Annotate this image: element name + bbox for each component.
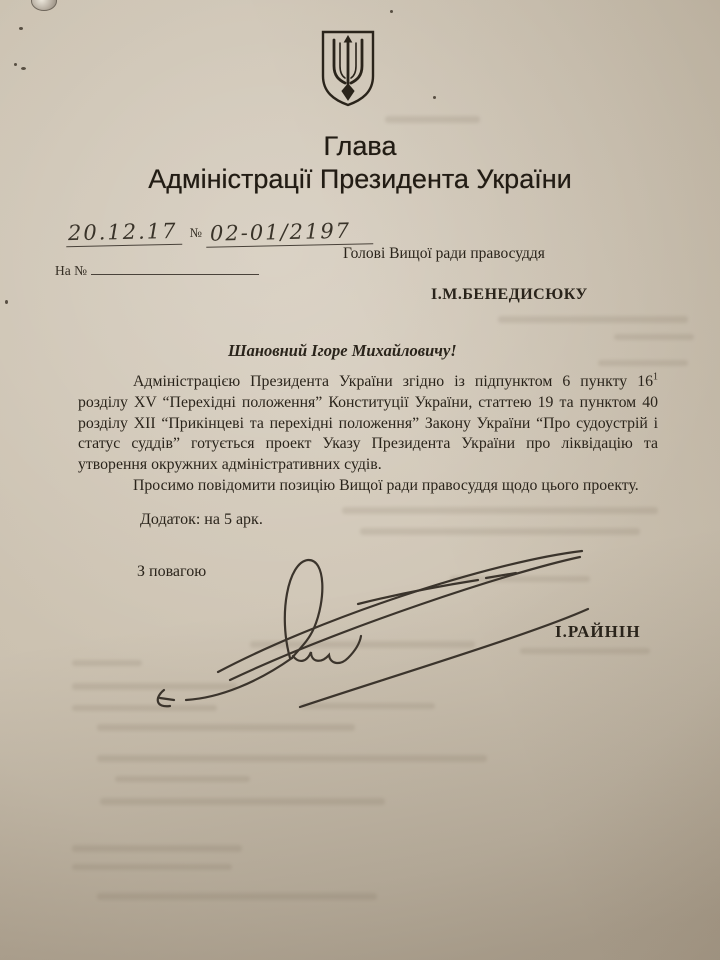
bleedthrough-line (72, 864, 232, 870)
paper-speck (433, 96, 436, 99)
attachment-note: Додаток: на 5 арк. (140, 511, 263, 528)
pin-head (31, 0, 57, 11)
signature-ink (130, 540, 600, 715)
reference-row (66, 220, 373, 246)
bleedthrough-line (72, 845, 242, 852)
bleedthrough-line (598, 360, 688, 366)
closing-phrase: З повагою (137, 563, 207, 580)
bleedthrough-line (97, 755, 487, 762)
paper-speck (19, 27, 23, 30)
body-paragraph-2: Просимо повідомити позицію Вищої ради правосуддя щодо цього проекту. (133, 476, 639, 494)
recipient-title: Голові Вищої ради правосуддя (343, 245, 545, 262)
signer-name: І.РАЙНІН (555, 622, 641, 641)
letterhead-title-line2: Адміністрації Президента України (148, 164, 572, 194)
bleedthrough-line (342, 507, 658, 514)
bleedthrough-line (100, 798, 385, 805)
paper-speck (390, 10, 393, 13)
body-paragraph-1-text: Адміністрацією Президента України згідно із підпунктом 6 пункту 16 (133, 373, 653, 390)
number-sign: № (189, 225, 202, 240)
recipient-name: І.М.БЕНЕДИСЮКУ (431, 286, 588, 303)
bleedthrough-line (360, 528, 640, 535)
paper-speck (14, 63, 17, 66)
bleedthrough-line (614, 334, 694, 340)
ukraine-trident-crest-icon (318, 30, 378, 108)
letterhead-title-line1: Глава (323, 131, 397, 161)
bleedthrough-line (97, 724, 355, 731)
salutation: Шановний Ігоре Михайловичу! (228, 341, 457, 360)
bleedthrough-line (498, 316, 688, 323)
bleedthrough-line (385, 116, 480, 123)
letter-body (78, 372, 658, 497)
handwritten-number: 02-01/2197 (206, 218, 374, 247)
incoming-number-row (55, 262, 259, 279)
paper-speck (5, 300, 8, 304)
handwritten-date: 20.12.17 (66, 219, 182, 247)
body-paragraph-1 (78, 372, 658, 476)
incoming-number-blank-line (91, 262, 259, 275)
letterhead-title (0, 130, 720, 196)
footnote-superscript: 1 (653, 371, 658, 383)
bleedthrough-line (115, 776, 250, 782)
incoming-number-label: На № (55, 263, 87, 278)
paper-speck (21, 67, 26, 70)
body-paragraph-1-continuation: розділу XV “Перехідні положення” Конституції України, статтею 19 та пунктом 40 розділу XII “Прикінцеві та перехідні положення” Закону України “Про судоустрій і статус суддів” готується проект Указу Президента України про ліквідацію та утворення окружних адміністративних судів. (78, 393, 658, 474)
bleedthrough-line (97, 893, 377, 900)
